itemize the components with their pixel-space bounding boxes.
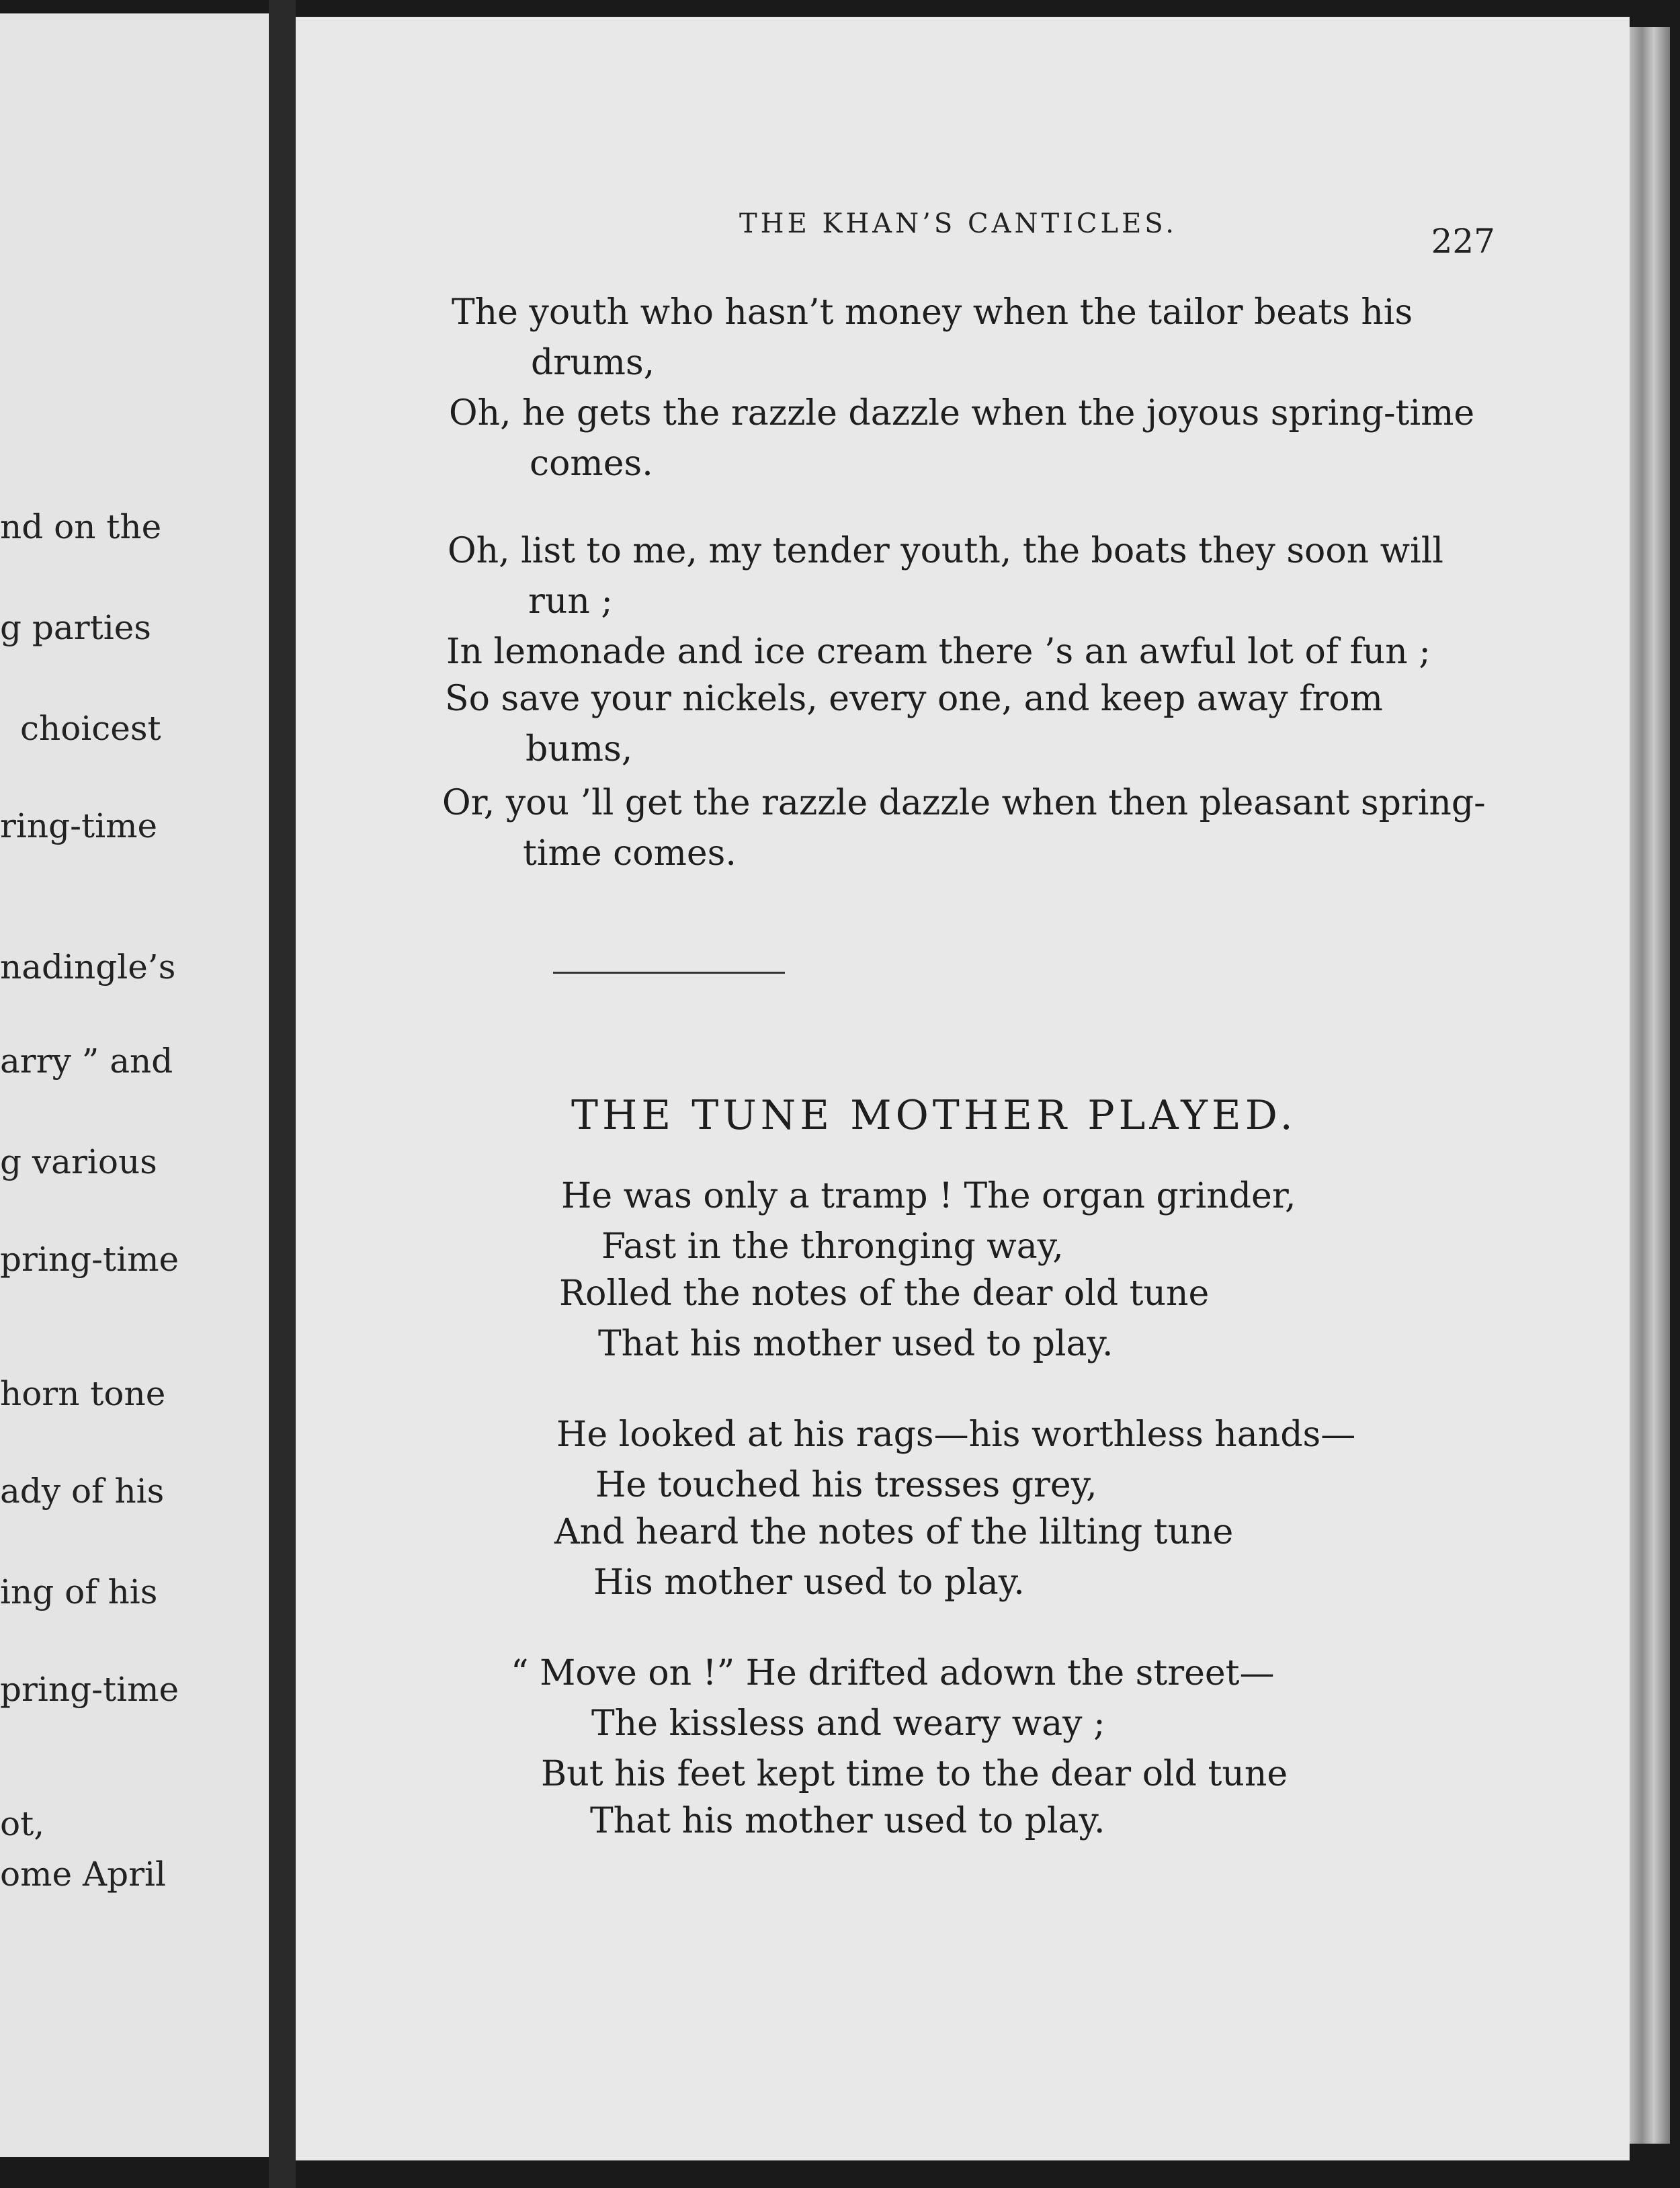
left-text-line: ome April: [0, 1855, 166, 1894]
poem-line: Fast in the thronging way,: [601, 1226, 1064, 1267]
poem-line: That his mother used to play.: [590, 1801, 1105, 1841]
left-text-line: g parties: [0, 608, 151, 647]
verse-line: So save your nickels, every one, and keep away from: [445, 679, 1383, 719]
verse-line: Or, you ’ll get the razzle dazzle when then pleasant spring-: [442, 783, 1486, 823]
left-text-line: ady of his: [0, 1472, 165, 1511]
verse-line: drums,: [531, 343, 655, 383]
poem-line: Rolled the notes of the dear old tune: [559, 1273, 1210, 1314]
poem-line: “ Move on !” He drifted adown the street—: [511, 1653, 1275, 1693]
poem-line: That his mother used to play.: [598, 1324, 1114, 1364]
left-text-line: g various: [0, 1142, 157, 1181]
book-gutter: [269, 0, 296, 2188]
page-number: 227: [1431, 222, 1495, 261]
left-text-line: nd on the: [0, 507, 162, 546]
left-text-line: pring-time: [0, 1670, 179, 1709]
running-head: THE KHAN’S CANTICLES.: [739, 208, 1177, 239]
section-divider: [553, 972, 785, 974]
left-text-line: ing of his: [0, 1572, 158, 1611]
verse-line: Oh, list to me, my tender youth, the boats they soon will: [448, 531, 1444, 571]
left-text-line: pring-time: [0, 1240, 179, 1279]
verse-line: run ;: [528, 581, 613, 622]
left-text-line: horn tone: [0, 1374, 166, 1413]
verse-line: The youth who hasn’t money when the tailor beats his: [452, 292, 1413, 333]
verse-line: In lemonade and ice cream there ’s an awful lot of fun ;: [446, 632, 1431, 672]
verse-line: bums,: [526, 729, 633, 769]
right-page: [296, 17, 1630, 2160]
verse-line: comes.: [530, 444, 653, 484]
left-text-line: ot,: [0, 1804, 45, 1843]
poem-line: The kissless and weary way ;: [591, 1703, 1105, 1744]
poem-line: He looked at his rags—his worthless hands—: [556, 1415, 1356, 1455]
left-text-line: nadingle’s: [0, 948, 176, 986]
verse-line: time comes.: [523, 833, 737, 874]
poem-line: His mother used to play.: [593, 1562, 1025, 1603]
verse-line: Oh, he gets the razzle dazzle when the joyous spring-time: [449, 393, 1475, 433]
poem-title: THE TUNE MOTHER PLAYED.: [571, 1092, 1297, 1139]
poem-line: He was only a tramp ! The organ grinder,: [561, 1176, 1296, 1216]
poem-line: And heard the notes of the lilting tune: [554, 1512, 1234, 1552]
left-text-line: ring-time: [0, 806, 158, 845]
left-text-line: choicest: [20, 709, 161, 748]
left-page: [0, 13, 269, 2157]
page-edge: [1630, 27, 1670, 2144]
poem-line: He touched his tresses grey,: [595, 1465, 1097, 1505]
left-text-line: arry ” and: [0, 1042, 173, 1081]
poem-line: But his feet kept time to the dear old tune: [541, 1754, 1288, 1794]
